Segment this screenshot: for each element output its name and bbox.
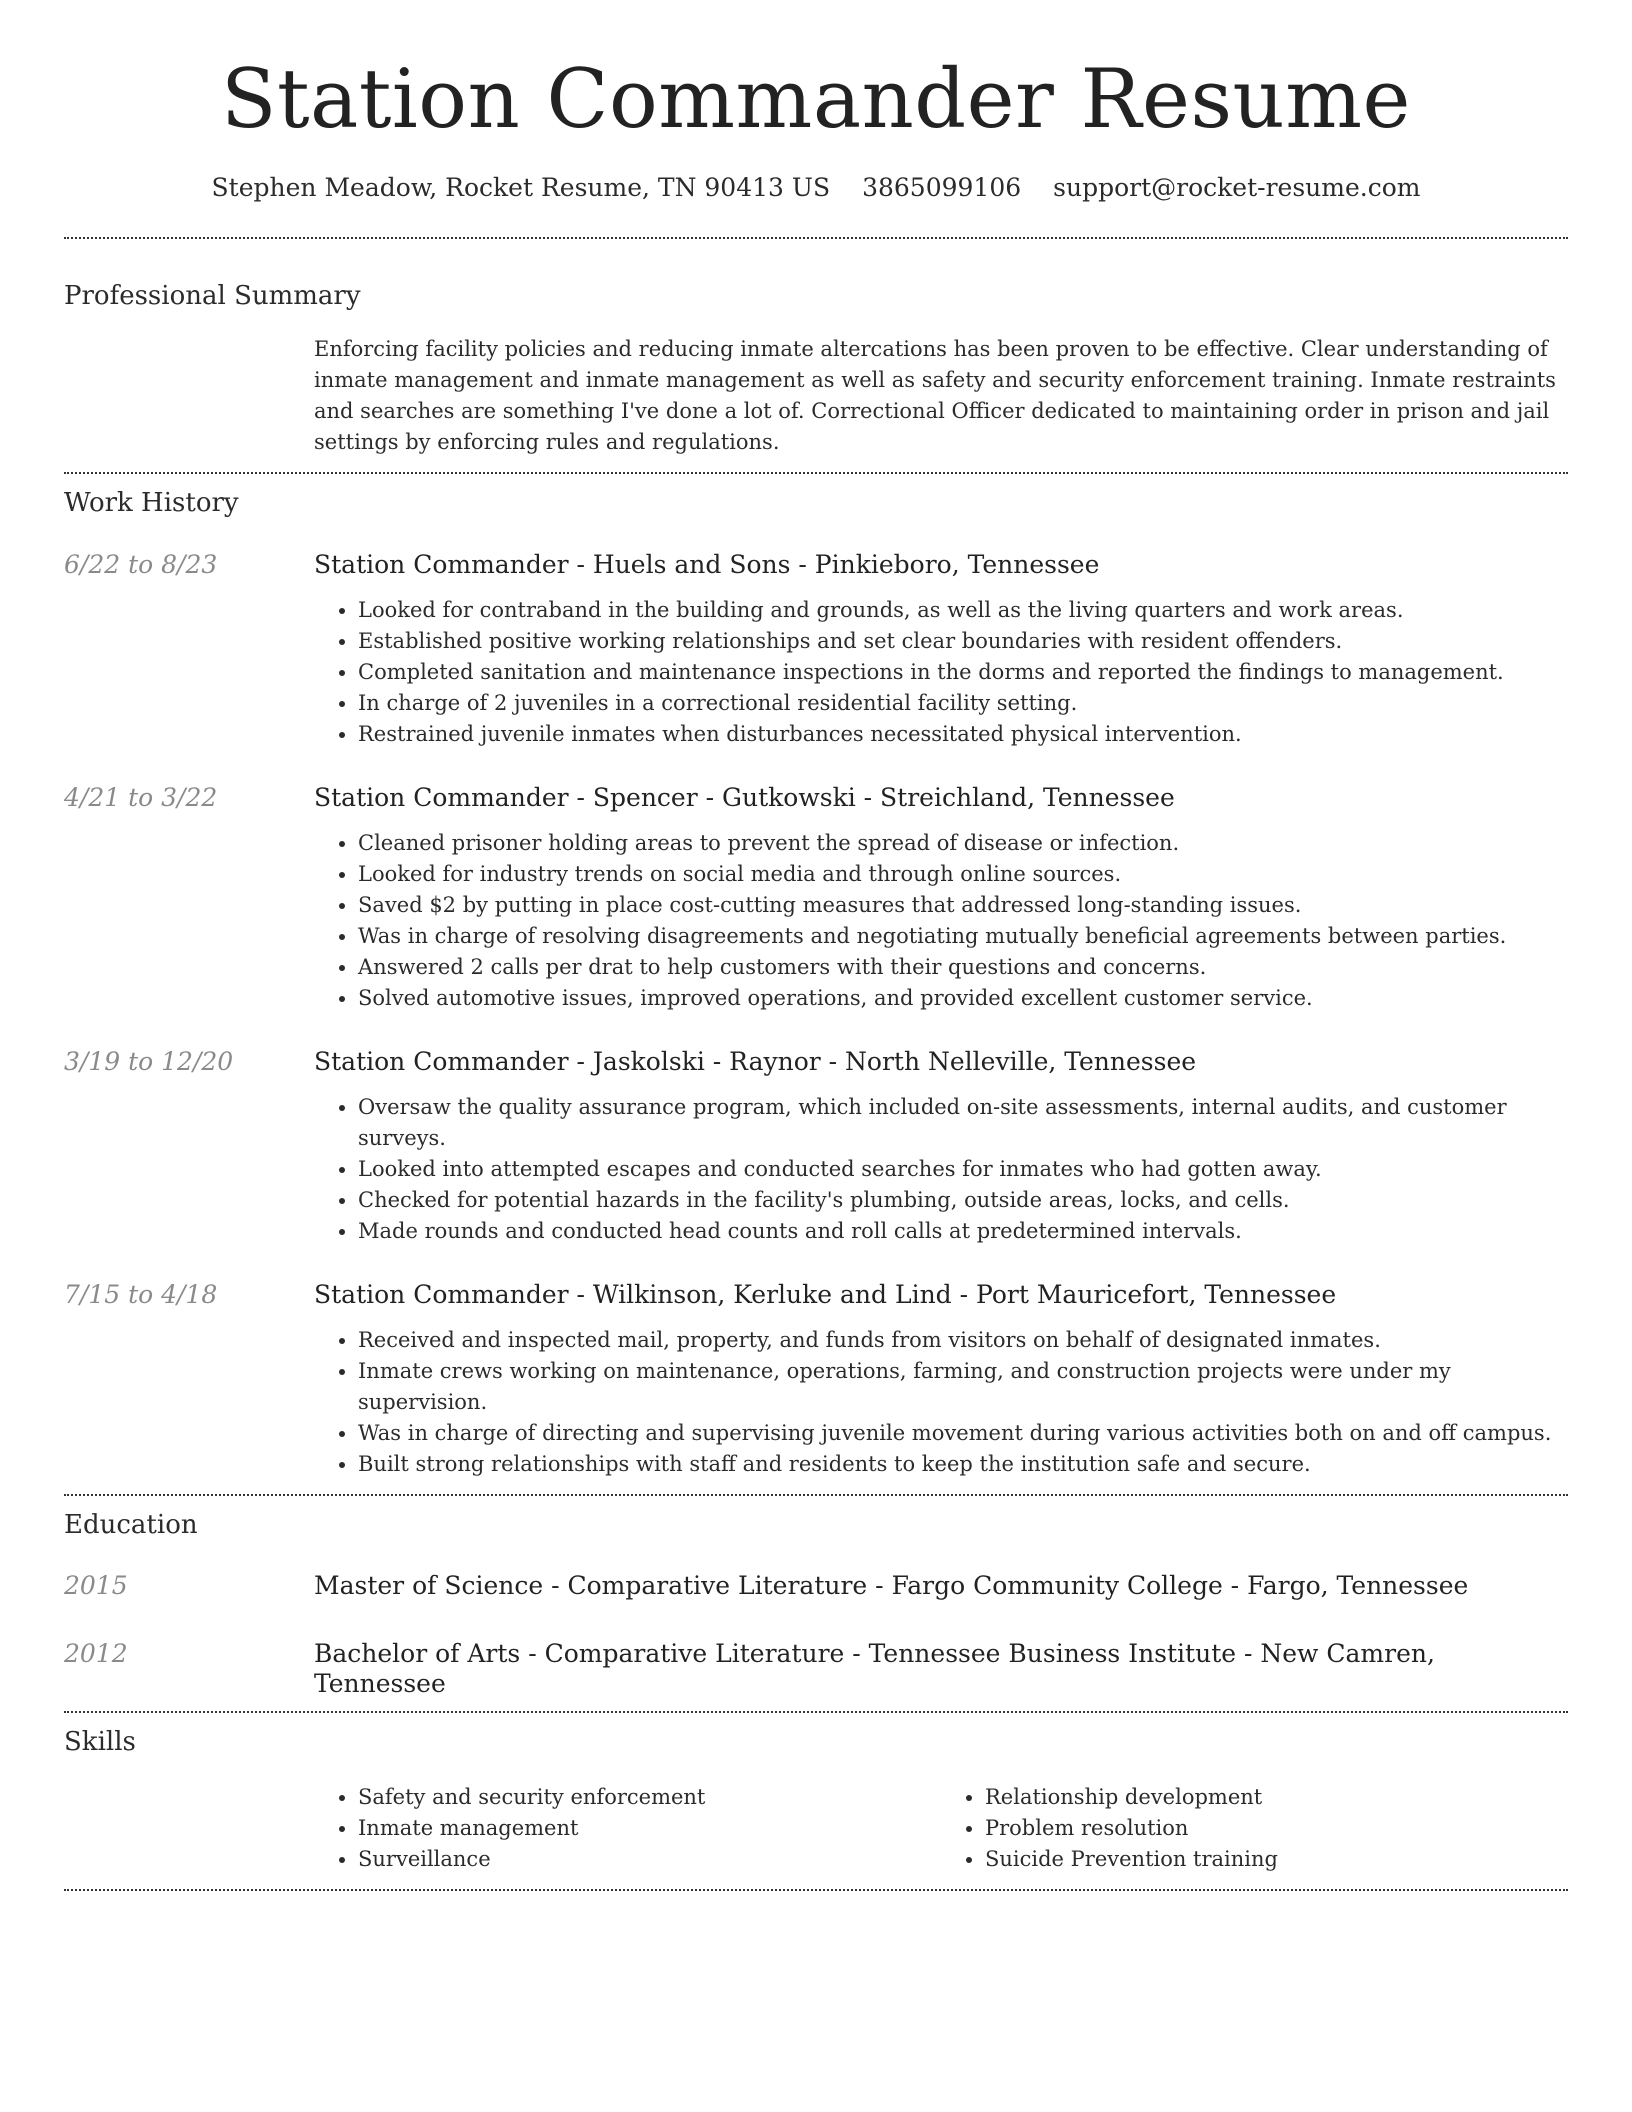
job-bullets [314,1325,1568,1480]
list-item: • Looked for industry trends on social media and through online sources. [358,859,1568,890]
job-title: Station Commander - Wilkinson, Kerluke and Lind - Port Mauricefort, Tennessee [314,1279,1337,1309]
section-heading-work: Work History [64,488,239,519]
skills-list-right [941,1782,1568,1875]
summary-section [64,281,1568,458]
job-bullets [314,1092,1568,1247]
divider [64,1711,1568,1713]
education-section [64,1510,1568,1699]
section-heading-skills: Skills [64,1726,136,1757]
list-item: • Restrained juvenile inmates when disturbances necessitated physical intervention. [358,719,1568,750]
list-item: • Inmate crews working on maintenance, operations, farming, and construction projects were under my supervision. [358,1356,1568,1418]
list-item: • Completed sanitation and maintenance inspections in the dorms and reported the findings to management. [358,657,1568,688]
job-dates: 4/21 to 3/22 [64,782,218,812]
job-dates: 6/22 to 8/23 [64,549,218,579]
education-year: 2012 [64,1638,128,1668]
skill-item: • Inmate management [358,1813,941,1844]
job-dates: 3/19 to 12/20 [64,1046,234,1076]
skills-grid [314,1782,1568,1875]
contact-email: support@rocket-resume.com [1053,173,1421,203]
list-item: • Built strong relationships with staff and residents to keep the institution safe and secure. [358,1449,1568,1480]
list-item: • Looked for contraband in the building and grounds, as well as the living quarters and work areas. [358,595,1568,626]
list-item: • Looked into attempted escapes and conducted searches for inmates who had gotten away. [358,1154,1568,1185]
page-title: Station Commander Resume [221,53,1411,147]
divider [64,472,1568,474]
divider [64,1889,1568,1891]
list-item: • Saved $2 by putting in place cost-cutting measures that addressed long-standing issues. [358,890,1568,921]
skill-item: • Surveillance [358,1844,941,1875]
skill-item: • Problem resolution [985,1813,1568,1844]
list-item: • Was in charge of directing and supervising juvenile movement during various activities both on and off campus. [358,1418,1568,1449]
job-entry [64,1047,1568,1247]
work-section [64,488,1568,1479]
list-item: • Oversaw the quality assurance program, which included on-site assessments, internal audits, and customer surveys. [358,1092,1568,1154]
job-title: Station Commander - Huels and Sons - Pinkieboro, Tennessee [314,549,1100,579]
skills-list-left [314,1782,941,1875]
job-bullets [314,595,1568,750]
list-item: • In charge of 2 juveniles in a correctional residential facility setting. [358,688,1568,719]
divider [64,1494,1568,1496]
job-entry [64,783,1568,1014]
job-entry [64,1280,1568,1480]
contact-address: Stephen Meadow, Rocket Resume, TN 90413 US [211,173,831,203]
list-item: • Answered 2 calls per drat to help customers with their questions and concerns. [358,952,1568,983]
skill-item: • Suicide Prevention training [985,1844,1568,1875]
education-degree: Bachelor of Arts - Comparative Literature - Tennessee Business Institute - New Camren, Tennessee [314,1638,1435,1698]
contact-phone: 3865099106 [862,173,1022,203]
summary-text: Enforcing facility policies and reducing inmate altercations has been proven to be effective. Clear understanding of inmate management and inmate management as well as safety and security enforcement training. Inmate restraints and searches are something I've done a lot of. Correctional Officer dedicated to maintaining order in prison and jail settings by enforcing rules and regulations. [314,337,1556,455]
list-item: • Solved automotive issues, improved operations, and provided excellent customer service. [358,983,1568,1014]
list-item: • Received and inspected mail, property, and funds from visitors on behalf of designated inmates. [358,1325,1568,1356]
education-degree: Master of Science - Comparative Literature - Fargo Community College - Fargo, Tennessee [314,1570,1469,1600]
section-heading-summary: Professional Summary [64,281,361,312]
list-item: • Checked for potential hazards in the facility's plumbing, outside areas, locks, and cells. [358,1185,1568,1216]
job-bullets [314,828,1568,1014]
skill-item: • Safety and security enforcement [358,1782,941,1813]
contact-line [64,173,1568,203]
skill-item: • Relationship development [985,1782,1568,1813]
list-item: • Was in charge of resolving disagreements and negotiating mutually beneficial agreements between parties. [358,921,1568,952]
list-item: • Made rounds and conducted head counts and roll calls at predetermined intervals. [358,1216,1568,1247]
list-item: • Established positive working relationships and set clear boundaries with resident offenders. [358,626,1568,657]
education-entry [64,1639,1568,1699]
section-heading-education: Education [64,1509,198,1540]
job-dates: 7/15 to 4/18 [64,1279,218,1309]
job-entry [64,550,1568,750]
list-item: • Cleaned prisoner holding areas to prevent the spread of disease or infection. [358,828,1568,859]
education-entry [64,1571,1568,1601]
job-title: Station Commander - Spencer - Gutkowski - Streichland, Tennessee [314,782,1175,812]
education-year: 2015 [64,1570,128,1600]
divider [64,237,1568,239]
job-title: Station Commander - Jaskolski - Raynor - North Nelleville, Tennessee [314,1046,1197,1076]
skills-section [64,1727,1568,1875]
